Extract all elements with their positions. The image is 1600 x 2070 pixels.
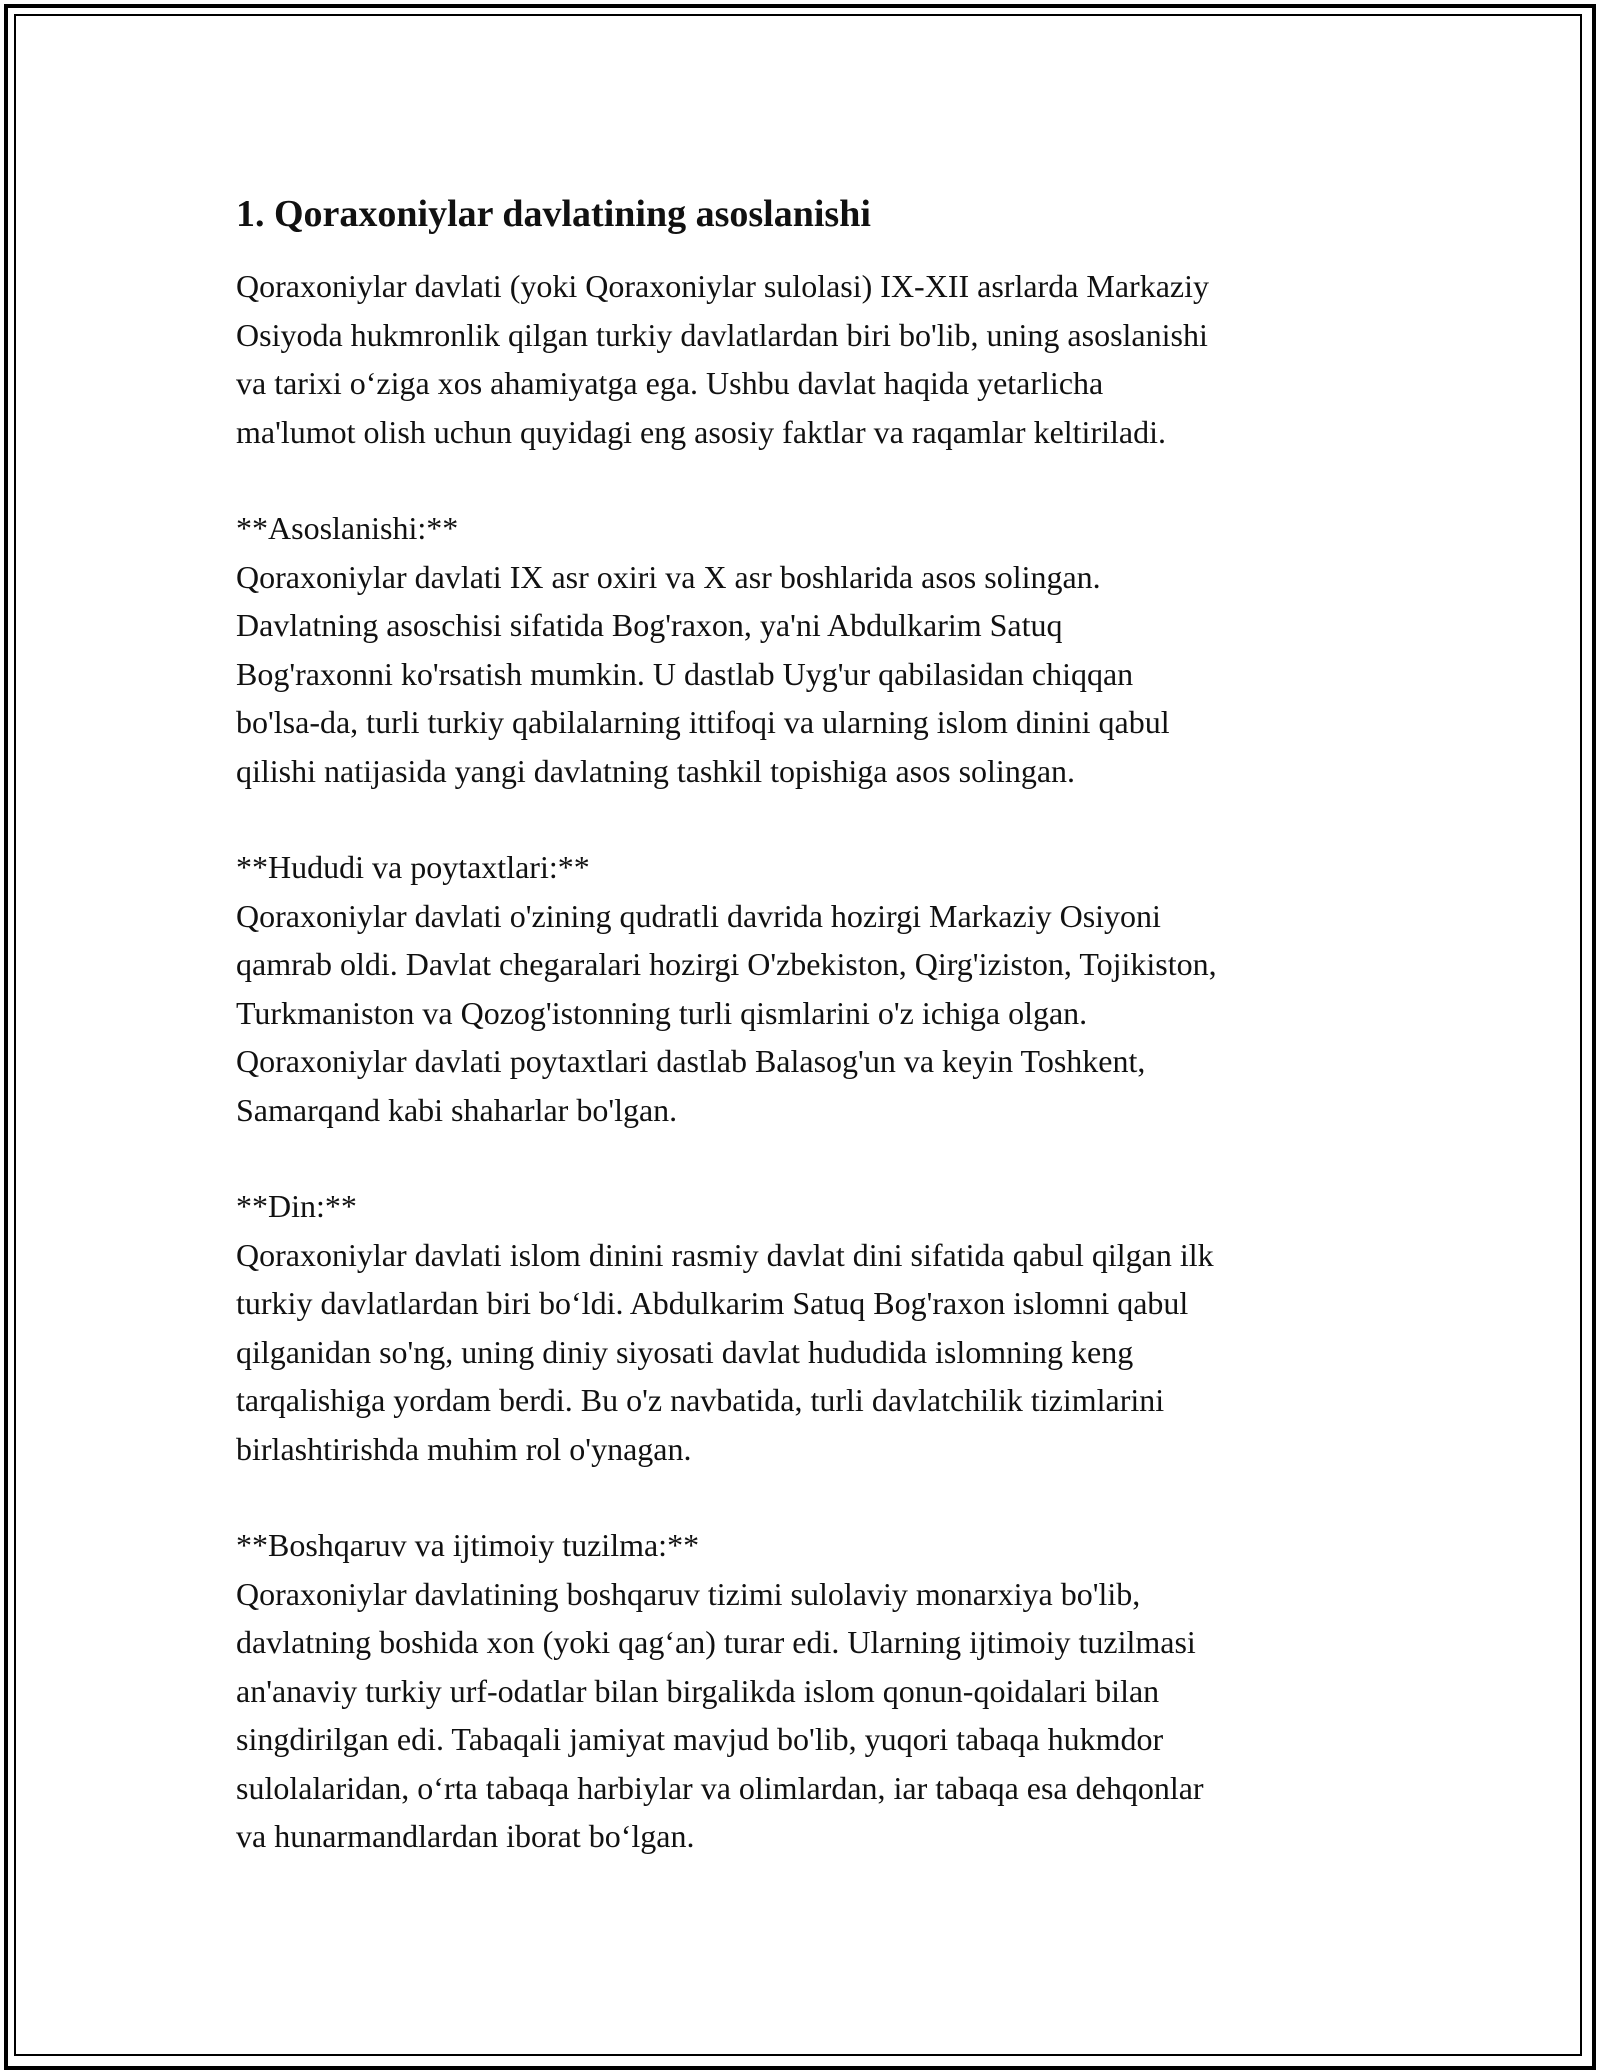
section-heading: **Boshqaruv va ijtimoiy tuzilma:** (236, 1527, 700, 1563)
section-din (236, 1182, 1406, 1473)
section-text: Qoraxoniylar davlati islom dinini rasmiy davlat dini sifatida qabul qilgan ilk turkiy davlatlardan biri bo‘ldi. Abdulkarim Satuq Bog'raxon islomni qabul qilganidan so'ng, uning diniy siyosati davlat hududida islomning keng tarqalishiga yordam berdi. Bu o'z navbatida, turli davlatchilik tizimlarini birlashtirishda muhim rol o'ynagan. (236, 1236, 1214, 1467)
document-body (236, 188, 1406, 1861)
section-boshqaruv (236, 1521, 1406, 1861)
section-text: Qoraxoniylar davlati o'zining qudratli davrida hozirgi Markaziy Osiyoni qamrab oldi. Davlat chegaralari hozirgi O'zbekiston, Qirg'iziston, Tojikiston, Turkmaniston va Qozog'istonning turli qismlarini o'z ichiga olgan. Qoraxoniylar davlati poytaxtlari dastlab Balasog'un va keyin Toshkent, Samarqand kabi shaharlar bo'lgan. (236, 897, 1217, 1128)
section-text: Qoraxoniylar davlati IX asr oxiri va X asr boshlarida asos solingan. Davlatning asoschisi sifatida Bog'raxon, ya'ni Abdulkarim Satuq Bog'raxonni ko'rsatish mumkin. U dastlab Uyg'ur qabilasidan chiqqan bo'lsa-da, turli turkiy qabilalarning ittifoqi va ularning islom dinini qabul qilishi natijasida yangi davlatning tashkil topishiga asos solingan. (236, 558, 1170, 789)
intro-paragraph: Qoraxoniylar davlati (yoki Qoraxoniylar sulolasi) IX-XII asrlarda Markaziy Osiyoda hukmronlik qilgan turkiy davlatlardan biri bo'lib, uning asoslanishi va tarixi o‘ziga xos ahamiyatga ega. Ushbu davlat haqida yetarlicha ma'lumot olish uchun quyidagi eng asosiy faktlar va raqamlar keltiriladi. (236, 268, 1209, 450)
section-heading: **Hududi va poytaxtlari:** (236, 849, 590, 885)
section-heading: **Din:** (236, 1188, 357, 1224)
section-hududi (236, 843, 1406, 1134)
section-text: Qoraxoniylar davlatining boshqaruv tizimi sulolaviy monarxiya bo'lib, davlatning boshida xon (yoki qag‘an) turar edi. Ularning ijtimoiy tuzilmasi an'anaviy turkiy urf-odatlar bilan birgalikda islom qonun-qoidalari bilan singdirilgan edi. Tabaqali jamiyat mavjud bo'lib, yuqori tabaqa hukmdor sulolalaridan, o‘rta tabaqa harbiylar va olimlardan, iar tabaqa esa dehqonlar va hunarmandlardan iborat bo‘lgan. (236, 1575, 1204, 1854)
section-asoslanishi (236, 504, 1406, 795)
document-title: 1. Qoraxoniylar davlatining asoslanishi (236, 193, 871, 235)
section-heading: **Asoslanishi:** (236, 510, 459, 546)
